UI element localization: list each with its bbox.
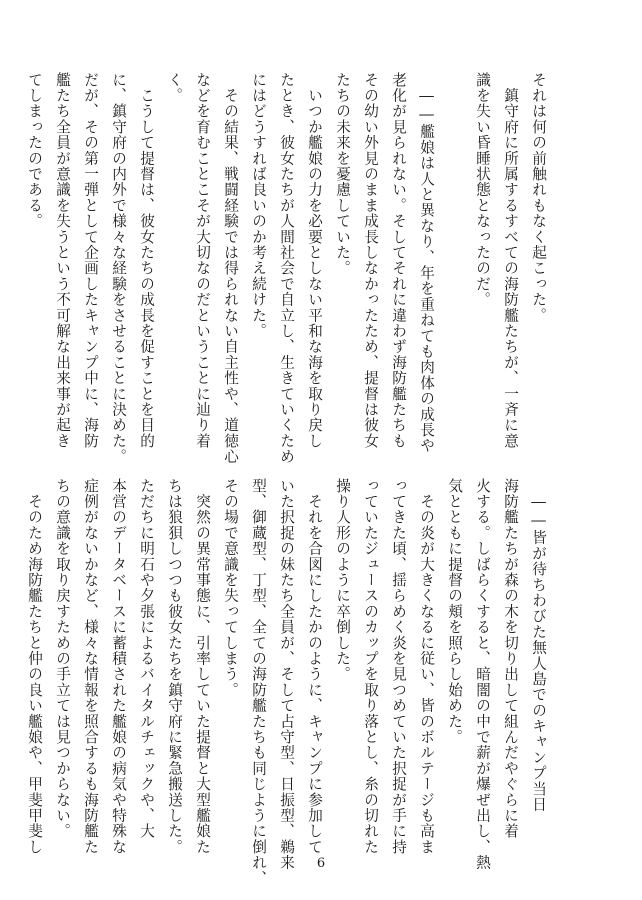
text-line: ちは狼狽しつつも彼女たちを鎮守府に緊急搬送した。 xyxy=(166,478,183,855)
text-line: 症例がないかなど、様々な情報を照合するも海防艦た xyxy=(82,478,99,855)
text-line: 火する。しばらくすると、暗闇の中で薪が爆ぜ出し、熱 xyxy=(474,478,491,871)
text-line: ちの意識を取り戻すための手立ては見つからない。 xyxy=(54,478,71,840)
text-line: 突然の異常事態に、引率していた提督と大型艦娘た xyxy=(194,478,211,855)
text-line: ――艦娘は人と異なり、年を重ねても肉体の成長や xyxy=(418,72,435,454)
text-line: いた択捉の妹たち全員が、そして占守型、日振型、鵜来 xyxy=(278,478,295,871)
text-line: てしまったのである。 xyxy=(26,72,43,229)
text-line: こうして提督は、彼女たちの成長を促すことを目的 xyxy=(138,72,155,449)
text-line: たちの未来を憂慮していた。 xyxy=(334,72,351,277)
text-line: 識を失い昏睡状態となったのだ。 xyxy=(474,72,491,308)
text-line: たとき、彼女たちが人間社会で自立し、生きていくため xyxy=(278,72,295,465)
text-line: く。 xyxy=(166,72,183,104)
text-line: ――皆が待ちわびた無人島でのキャンプ当日 xyxy=(530,478,547,813)
text-line: 海防艦たちが森の木を切り出して組んだやぐらに着 xyxy=(502,478,519,840)
text-line: その結果、戦闘経験では得られない自主性や、道徳心 xyxy=(222,72,239,465)
text-line: 老化が見られない。そしてそれに違わず海防艦たちも xyxy=(390,72,407,449)
text-line: っていたジュースのカップを取り落とし、糸の切れた xyxy=(362,478,379,855)
text-line: そのため海防艦たちと仲の良い艦娘や、甲斐甲斐し xyxy=(26,478,43,855)
text-line: 型、御蔵型、丁型、全ての海防艦たちも同じように倒れ、 xyxy=(250,478,267,887)
text-line: にはどうすれば良いのか考え続けた。 xyxy=(250,72,267,339)
text-line: 艦たち全員が意識を失うという不可解な出来事が起き xyxy=(54,72,71,449)
text-line: に、鎮守府の内外で様々な経験をさせることに決めた。 xyxy=(110,72,127,465)
text-line: 鎮守府に所属するすべての海防艦たちが、一斉に意 xyxy=(502,72,519,449)
text-line: だが、その第一弾として企画したキャンプ中に、海防 xyxy=(82,72,99,449)
text-line: それを合図にしたかのように、キャンプに参加して xyxy=(306,478,323,855)
text-line: それは何の前触れもなく起こった。 xyxy=(530,72,547,324)
text-line: ってきた頃、揺らめく炎を見つめていた択捉が手に持 xyxy=(390,478,407,855)
text-line: などを育むことこそが大切なのだということに辿り着 xyxy=(194,72,211,449)
lower-text-block xyxy=(20,478,552,887)
text-line: 気とともに提督の頬を照らし始めた。 xyxy=(446,478,463,745)
page-number: 6 xyxy=(316,856,326,871)
text-line: その場で意識を失ってしまう。 xyxy=(222,478,239,698)
text-line: その幼い外見のまま成長しなかったため、提督は彼女 xyxy=(362,72,379,449)
blank-line xyxy=(440,72,468,432)
text-line: その炎が大きくなるに従い、皆のボルテージも高ま xyxy=(418,478,435,855)
text-line: 操り人形のように卒倒した。 xyxy=(334,478,351,683)
text-line: ただちに明石や夕張によるバイタルチェックや、大 xyxy=(138,478,155,840)
text-line: いつか艦娘の力を必要としない平和な海を取り戻し xyxy=(306,72,323,449)
upper-text-block xyxy=(20,72,552,465)
text-line: 本営のデータベースに蓄積された艦娘の病気や特殊な xyxy=(110,478,127,855)
